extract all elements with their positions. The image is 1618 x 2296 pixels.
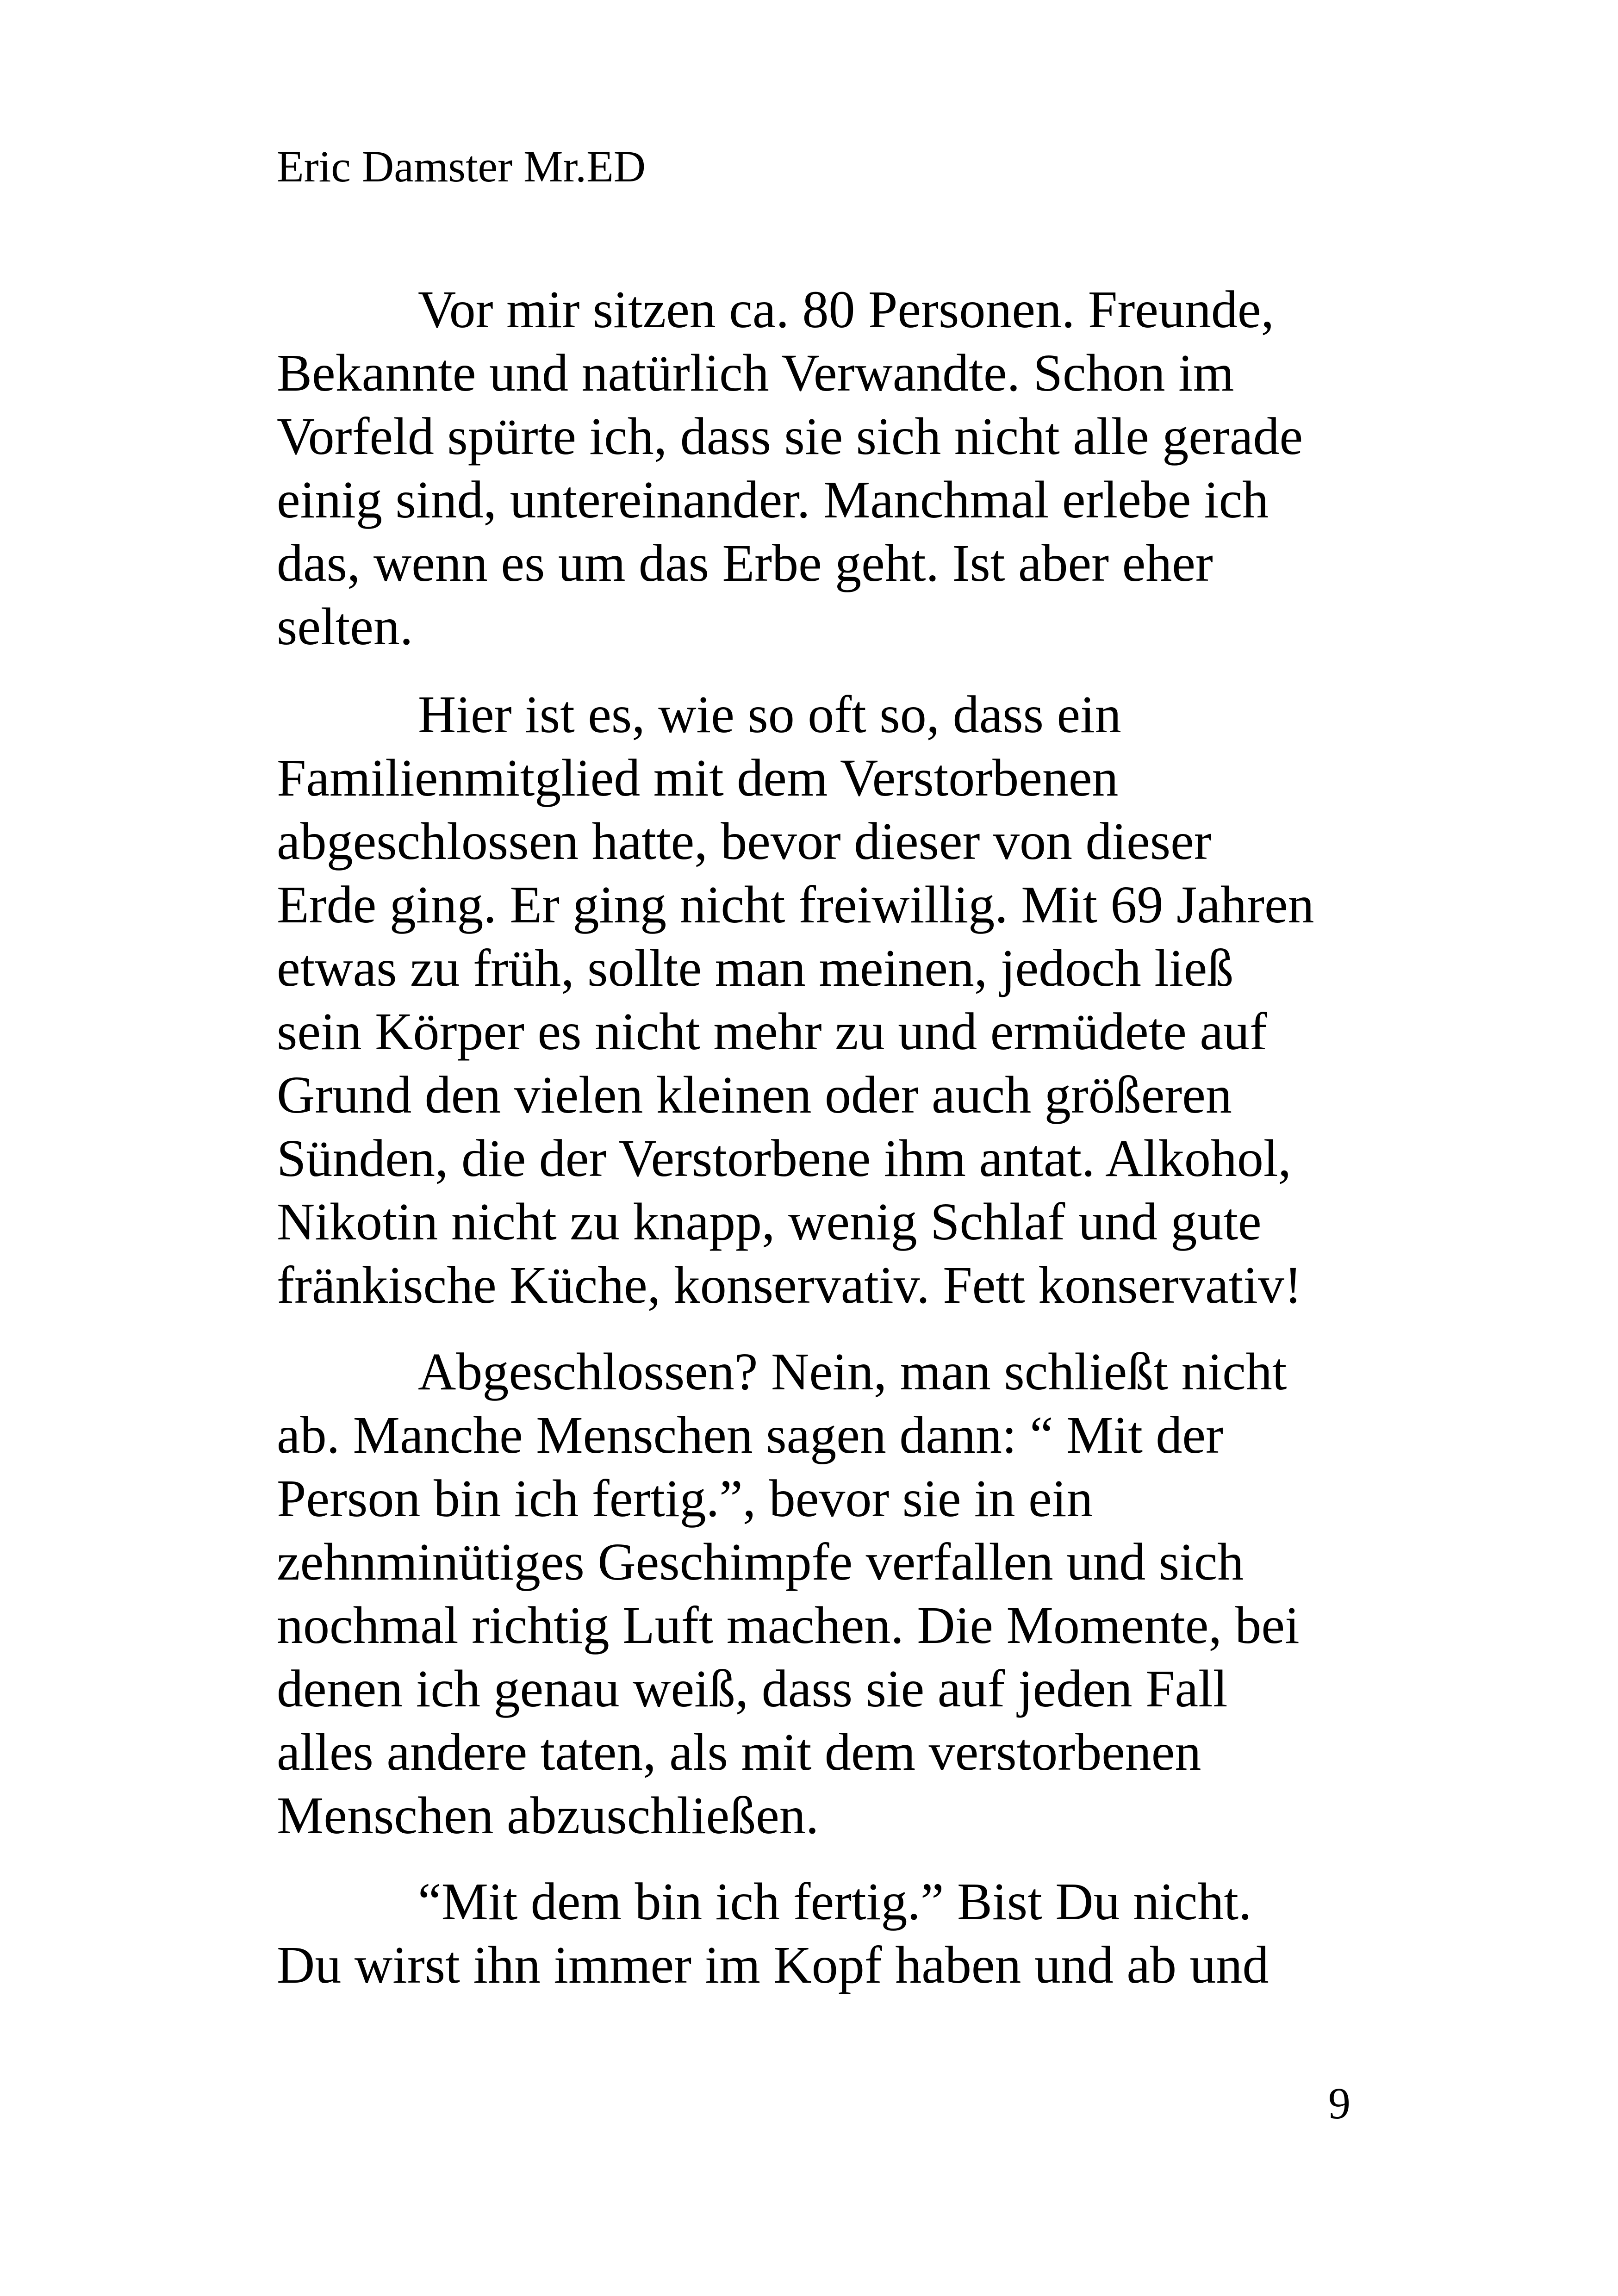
text-line: Hier ist es, wie so oft so, dass ein — [418, 685, 1121, 744]
paragraph-1 — [277, 278, 1303, 658]
text-line: Erde ging. Er ging nicht freiwillig. Mit 69 Jahren — [277, 875, 1314, 934]
text-line: zehnminütiges Geschimpfe verfallen und sich — [277, 1532, 1244, 1591]
page-number: 9 — [1328, 2078, 1350, 2128]
text-line: Abgeschlossen? Nein, man schließt nicht — [418, 1342, 1287, 1401]
text-line: Menschen abzuschließen. — [277, 1786, 819, 1845]
text-line: Du wirst ihn immer im Kopf haben und ab und — [277, 1935, 1269, 1994]
text-line: Bekannte und natürlich Verwandte. Schon im — [277, 343, 1234, 402]
text-line: das, wenn es um das Erbe geht. Ist aber eher — [277, 534, 1213, 592]
text-line: etwas zu früh, sollte man meinen, jedoch ließ — [277, 939, 1234, 997]
text-line: Vorfeld spürte ich, dass sie sich nicht alle gerade — [277, 407, 1303, 466]
text-line: Sünden, die der Verstorbene ihm antat. Alkohol, — [277, 1129, 1291, 1188]
running-header: Eric Damster Mr.ED — [277, 142, 646, 191]
text-line: einig sind, untereinander. Manchmal erlebe ich — [277, 470, 1269, 529]
text-line: Grund den vielen kleinen oder auch größeren — [277, 1065, 1232, 1124]
text-line: “Mit dem bin ich fertig.” Bist Du nicht. — [418, 1872, 1252, 1931]
text-line: selten. — [277, 597, 413, 656]
text-line: Nikotin nicht zu knapp, wenig Schlaf und gute — [277, 1192, 1262, 1251]
paragraph-4 — [277, 1870, 1269, 1997]
text-line: Familienmitglied mit dem Verstorbenen — [277, 748, 1119, 807]
text-line: denen ich genau weiß, dass sie auf jeden Fall — [277, 1659, 1228, 1718]
text-line: nochmal richtig Luft machen. Die Momente, bei — [277, 1596, 1300, 1655]
text-line: ab. Manche Menschen sagen dann: “ Mit der — [277, 1406, 1223, 1464]
paragraph-2 — [277, 683, 1314, 1317]
text-line: sein Körper es nicht mehr zu und ermüdete auf — [277, 1002, 1267, 1061]
text-line: Vor mir sitzen ca. 80 Personen. Freunde, — [418, 280, 1274, 339]
text-line: abgeschlossen hatte, bevor dieser von dieser — [277, 812, 1212, 871]
paragraph-3 — [277, 1340, 1300, 1847]
text-line: alles andere taten, als mit dem verstorbenen — [277, 1723, 1201, 1781]
text-line: Person bin ich fertig.”, bevor sie in ein — [277, 1469, 1093, 1528]
text-line: fränkische Küche, konservativ. Fett konservativ! — [277, 1256, 1302, 1314]
